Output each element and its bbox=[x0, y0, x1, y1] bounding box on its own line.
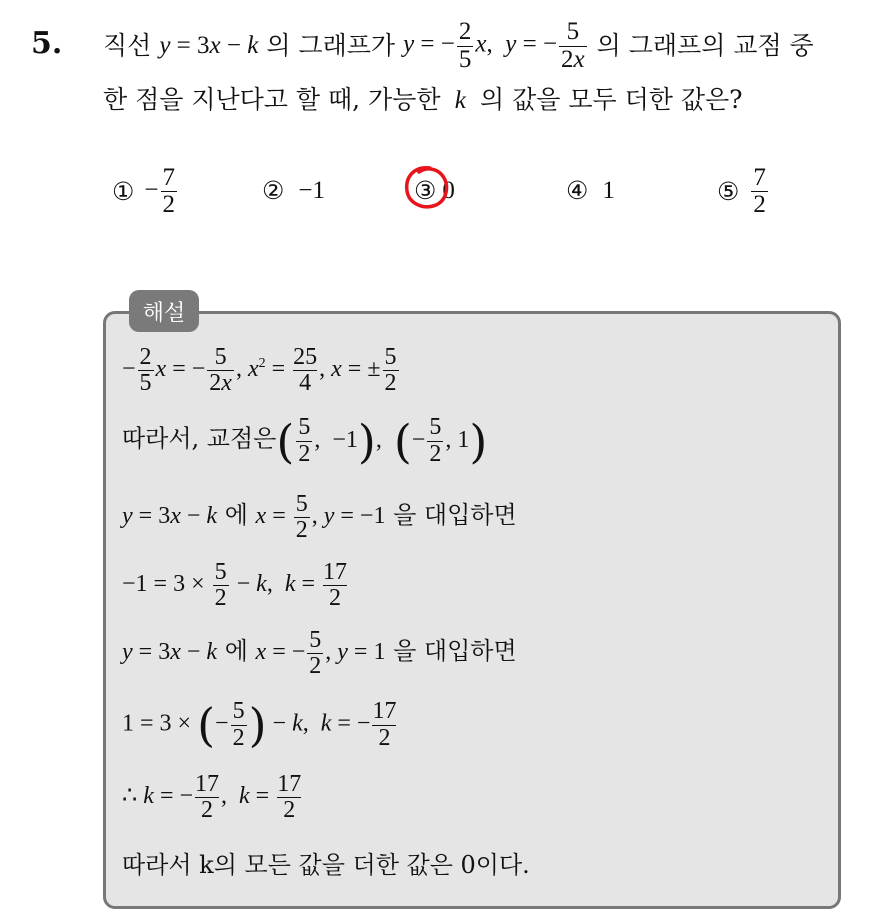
option-4-value: 1 bbox=[602, 176, 615, 204]
option-3-marker: ③ bbox=[414, 176, 437, 205]
question-number: 5. bbox=[31, 26, 63, 61]
question-text-b: 의 그래프가 bbox=[266, 31, 396, 60]
question-text-e: 의 값을 모두 더한 값은? bbox=[480, 85, 743, 114]
option-1[interactable] bbox=[112, 165, 179, 219]
option-2[interactable] bbox=[262, 176, 325, 205]
question-text-d: 한 점을 지난다고 할 때, 가능한 bbox=[103, 85, 441, 114]
solution-line-1: − $\frac{2}{5}$ x = − $\frac{5}{2x}$ , $x^2$ = $\frac{25}{4}$ , x = ± $\frac{5}{2}$ bbox=[122, 344, 397, 397]
solution-line-3-tail: 을 대입하면 bbox=[393, 501, 517, 530]
solution-line-8: 따라서 k의 모든 값을 더한 값은 0이다. bbox=[122, 851, 530, 879]
question-line-2 bbox=[103, 85, 743, 116]
option-2-marker: ② bbox=[262, 176, 285, 205]
solution-tab-label: 해설 bbox=[129, 290, 199, 332]
solution-line-2-text: 따라서, 교점은 bbox=[122, 424, 277, 453]
solution-line-5-text: 에 bbox=[224, 637, 248, 666]
equation-curves: y = − $\frac{2}{5}$ x, y = − $\frac{5}{2x}$ bbox=[403, 18, 585, 73]
solution-line-3-text: 에 bbox=[224, 501, 248, 530]
option-1-value: − $\frac{7}{2}$ bbox=[144, 164, 176, 219]
option-4-marker: ④ bbox=[566, 176, 589, 205]
solution-line-7: ∴ k = − $\frac{17}{2}$ , k = $\frac{17}{2}$ bbox=[122, 771, 302, 824]
solution-line-3: y = 3x − k 에 x = $\frac{5}{2}$ , y = −1 을 대입하면 bbox=[122, 491, 517, 544]
option-4[interactable] bbox=[566, 176, 615, 205]
solution-line-2: 따라서, 교점은( $\frac{5}{2}$ , −1), (− $\frac{5}{2}$ , 1) bbox=[122, 414, 488, 468]
question-text-a: 직선 bbox=[103, 31, 152, 60]
option-5[interactable] bbox=[717, 165, 770, 219]
option-5-marker: ⑤ bbox=[717, 177, 740, 207]
question-text-c: 의 그래프의 교점 중 bbox=[596, 31, 814, 60]
option-3-value: 0 bbox=[442, 176, 455, 204]
solution-line-5-tail: 을 대입하면 bbox=[393, 637, 517, 666]
solution-line-4: −1 = 3 × $\frac{5}{2}$ − k, k = $\frac{17}{2}$ bbox=[122, 559, 348, 612]
variable-k: k bbox=[448, 87, 473, 114]
option-2-value: −1 bbox=[298, 176, 326, 204]
option-1-marker: ① bbox=[112, 177, 135, 207]
question-line-1 bbox=[103, 16, 814, 76]
equation-line: y = 3x − k bbox=[159, 32, 259, 59]
option-5-value: $\frac{7}{2}$ bbox=[753, 164, 766, 219]
selected-answer-circle-icon bbox=[402, 163, 454, 213]
solution-line-6: 1 = 3 × (− $\frac{5}{2}$ ) − k, k = − $\frac{17}{2}$ bbox=[122, 698, 397, 752]
solution-line-5: y = 3x − k 에 x = − $\frac{5}{2}$ , y = 1 을 대입하면 bbox=[122, 627, 517, 680]
